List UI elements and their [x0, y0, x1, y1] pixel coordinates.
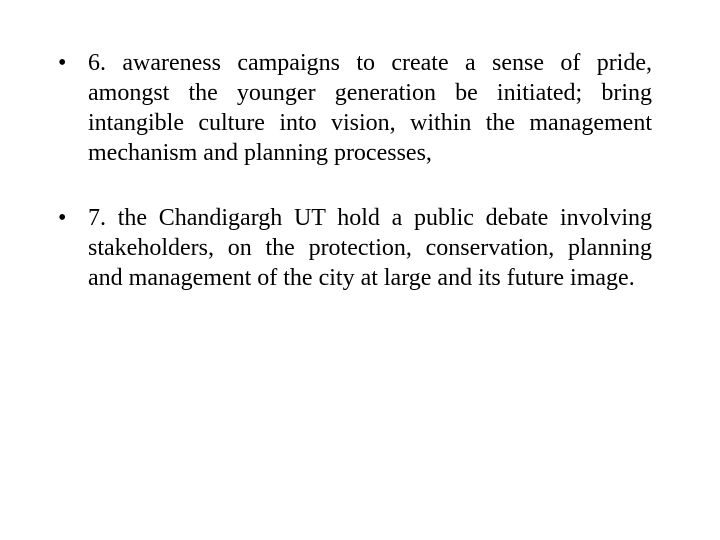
bullet-item-7 — [58, 203, 652, 293]
bullet-marker: • — [58, 50, 67, 76]
bullet-text: 6. awareness campaigns to create a sense of pride, amongst the younger generation be initiated; bring intangible culture into vision, within the management mechanism and planning processes, — [88, 50, 652, 166]
bullet-marker: • — [58, 205, 67, 231]
bullet-item-6 — [58, 48, 652, 168]
bullet-text: 7. the Chandigargh UT hold a public debate involving stakeholders, on the protection, conservation, planning and management of the city at large and its future image. — [88, 205, 652, 291]
bullet-list — [58, 48, 652, 328]
